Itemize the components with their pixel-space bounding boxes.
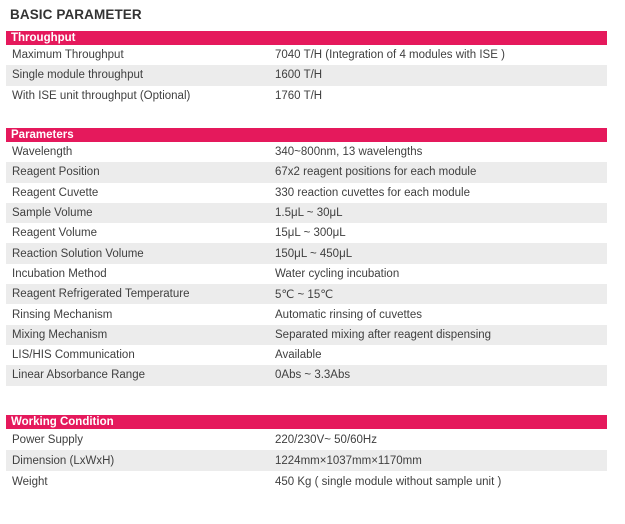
table-row [6, 264, 607, 284]
row-value: 0Abs ~ 3.3Abs [275, 369, 351, 382]
row-label: Dimension (LxWxH) [12, 454, 115, 467]
row-value: 5℃ ~ 15℃ [275, 289, 334, 302]
table-row [6, 142, 607, 162]
row-label: Reagent Refrigerated Temperature [12, 288, 190, 301]
table-row [6, 243, 607, 263]
section-working-condition [6, 415, 607, 492]
table-row [6, 162, 607, 182]
table-row [6, 345, 607, 365]
table-row [6, 86, 607, 106]
row-label: Linear Absorbance Range [12, 369, 145, 382]
row-value: 1224mm×1037mm×1170mm [275, 454, 422, 467]
row-label: Power Supply [12, 433, 83, 446]
row-label: With ISE unit throughput (Optional) [12, 89, 191, 102]
row-label: Reagent Position [12, 166, 100, 179]
row-value: 1760 T/H [275, 89, 323, 102]
row-label: Weight [12, 475, 48, 488]
section-throughput [6, 31, 607, 106]
row-label: Single module throughput [12, 69, 144, 82]
row-value: 1.5μL ~ 30μL [275, 207, 343, 220]
row-value: 330 reaction cuvettes for each module [275, 186, 470, 199]
row-label: Incubation Method [12, 267, 107, 280]
row-value: 150μL ~ 450μL [275, 247, 353, 260]
table-row [6, 284, 607, 304]
row-label: Reaction Solution Volume [12, 247, 144, 260]
row-value: 67x2 reagent positions for each module [275, 166, 477, 179]
row-value: Available [275, 349, 322, 362]
row-label: Sample Volume [12, 207, 93, 220]
section-header: Working Condition [6, 415, 607, 429]
row-label: Maximum Throughput [12, 49, 124, 62]
table-row [6, 450, 607, 471]
row-label: Reagent Cuvette [12, 186, 99, 199]
row-value: 1600 T/H [275, 69, 323, 82]
spec-table [6, 429, 607, 492]
row-value: Separated mixing after reagent dispensing [275, 328, 492, 341]
row-value: Automatic rinsing of cuvettes [275, 308, 423, 321]
table-row [6, 45, 607, 65]
row-value: 220/230V~ 50/60Hz [275, 433, 377, 446]
row-value: 340~800nm, 13 wavelengths [275, 146, 423, 159]
row-label: Wavelength [12, 146, 73, 159]
row-value: 15μL ~ 300μL [275, 227, 346, 240]
spec-table [6, 142, 607, 386]
table-row [6, 65, 607, 85]
table-row [6, 325, 607, 345]
table-row [6, 223, 607, 243]
row-value: 7040 T/H (Integration of 4 modules with ISE ) [275, 49, 505, 62]
spec-table [6, 45, 607, 106]
row-value: 450 Kg ( single module without sample unit ) [275, 475, 502, 488]
row-label: Mixing Mechanism [12, 328, 108, 341]
page-title: BASIC PARAMETER [10, 7, 142, 22]
section-header: Parameters [6, 128, 607, 142]
table-row [6, 471, 607, 492]
section-parameters [6, 128, 607, 386]
table-row [6, 429, 607, 450]
row-label: Reagent Volume [12, 227, 98, 240]
row-label: Rinsing Mechanism [12, 308, 113, 321]
row-value: Water cycling incubation [275, 267, 400, 280]
section-header: Throughput [6, 31, 607, 45]
table-row [6, 183, 607, 203]
row-label: LIS/HIS Communication [12, 349, 135, 362]
table-row [6, 203, 607, 223]
table-row [6, 304, 607, 324]
table-row [6, 365, 607, 385]
